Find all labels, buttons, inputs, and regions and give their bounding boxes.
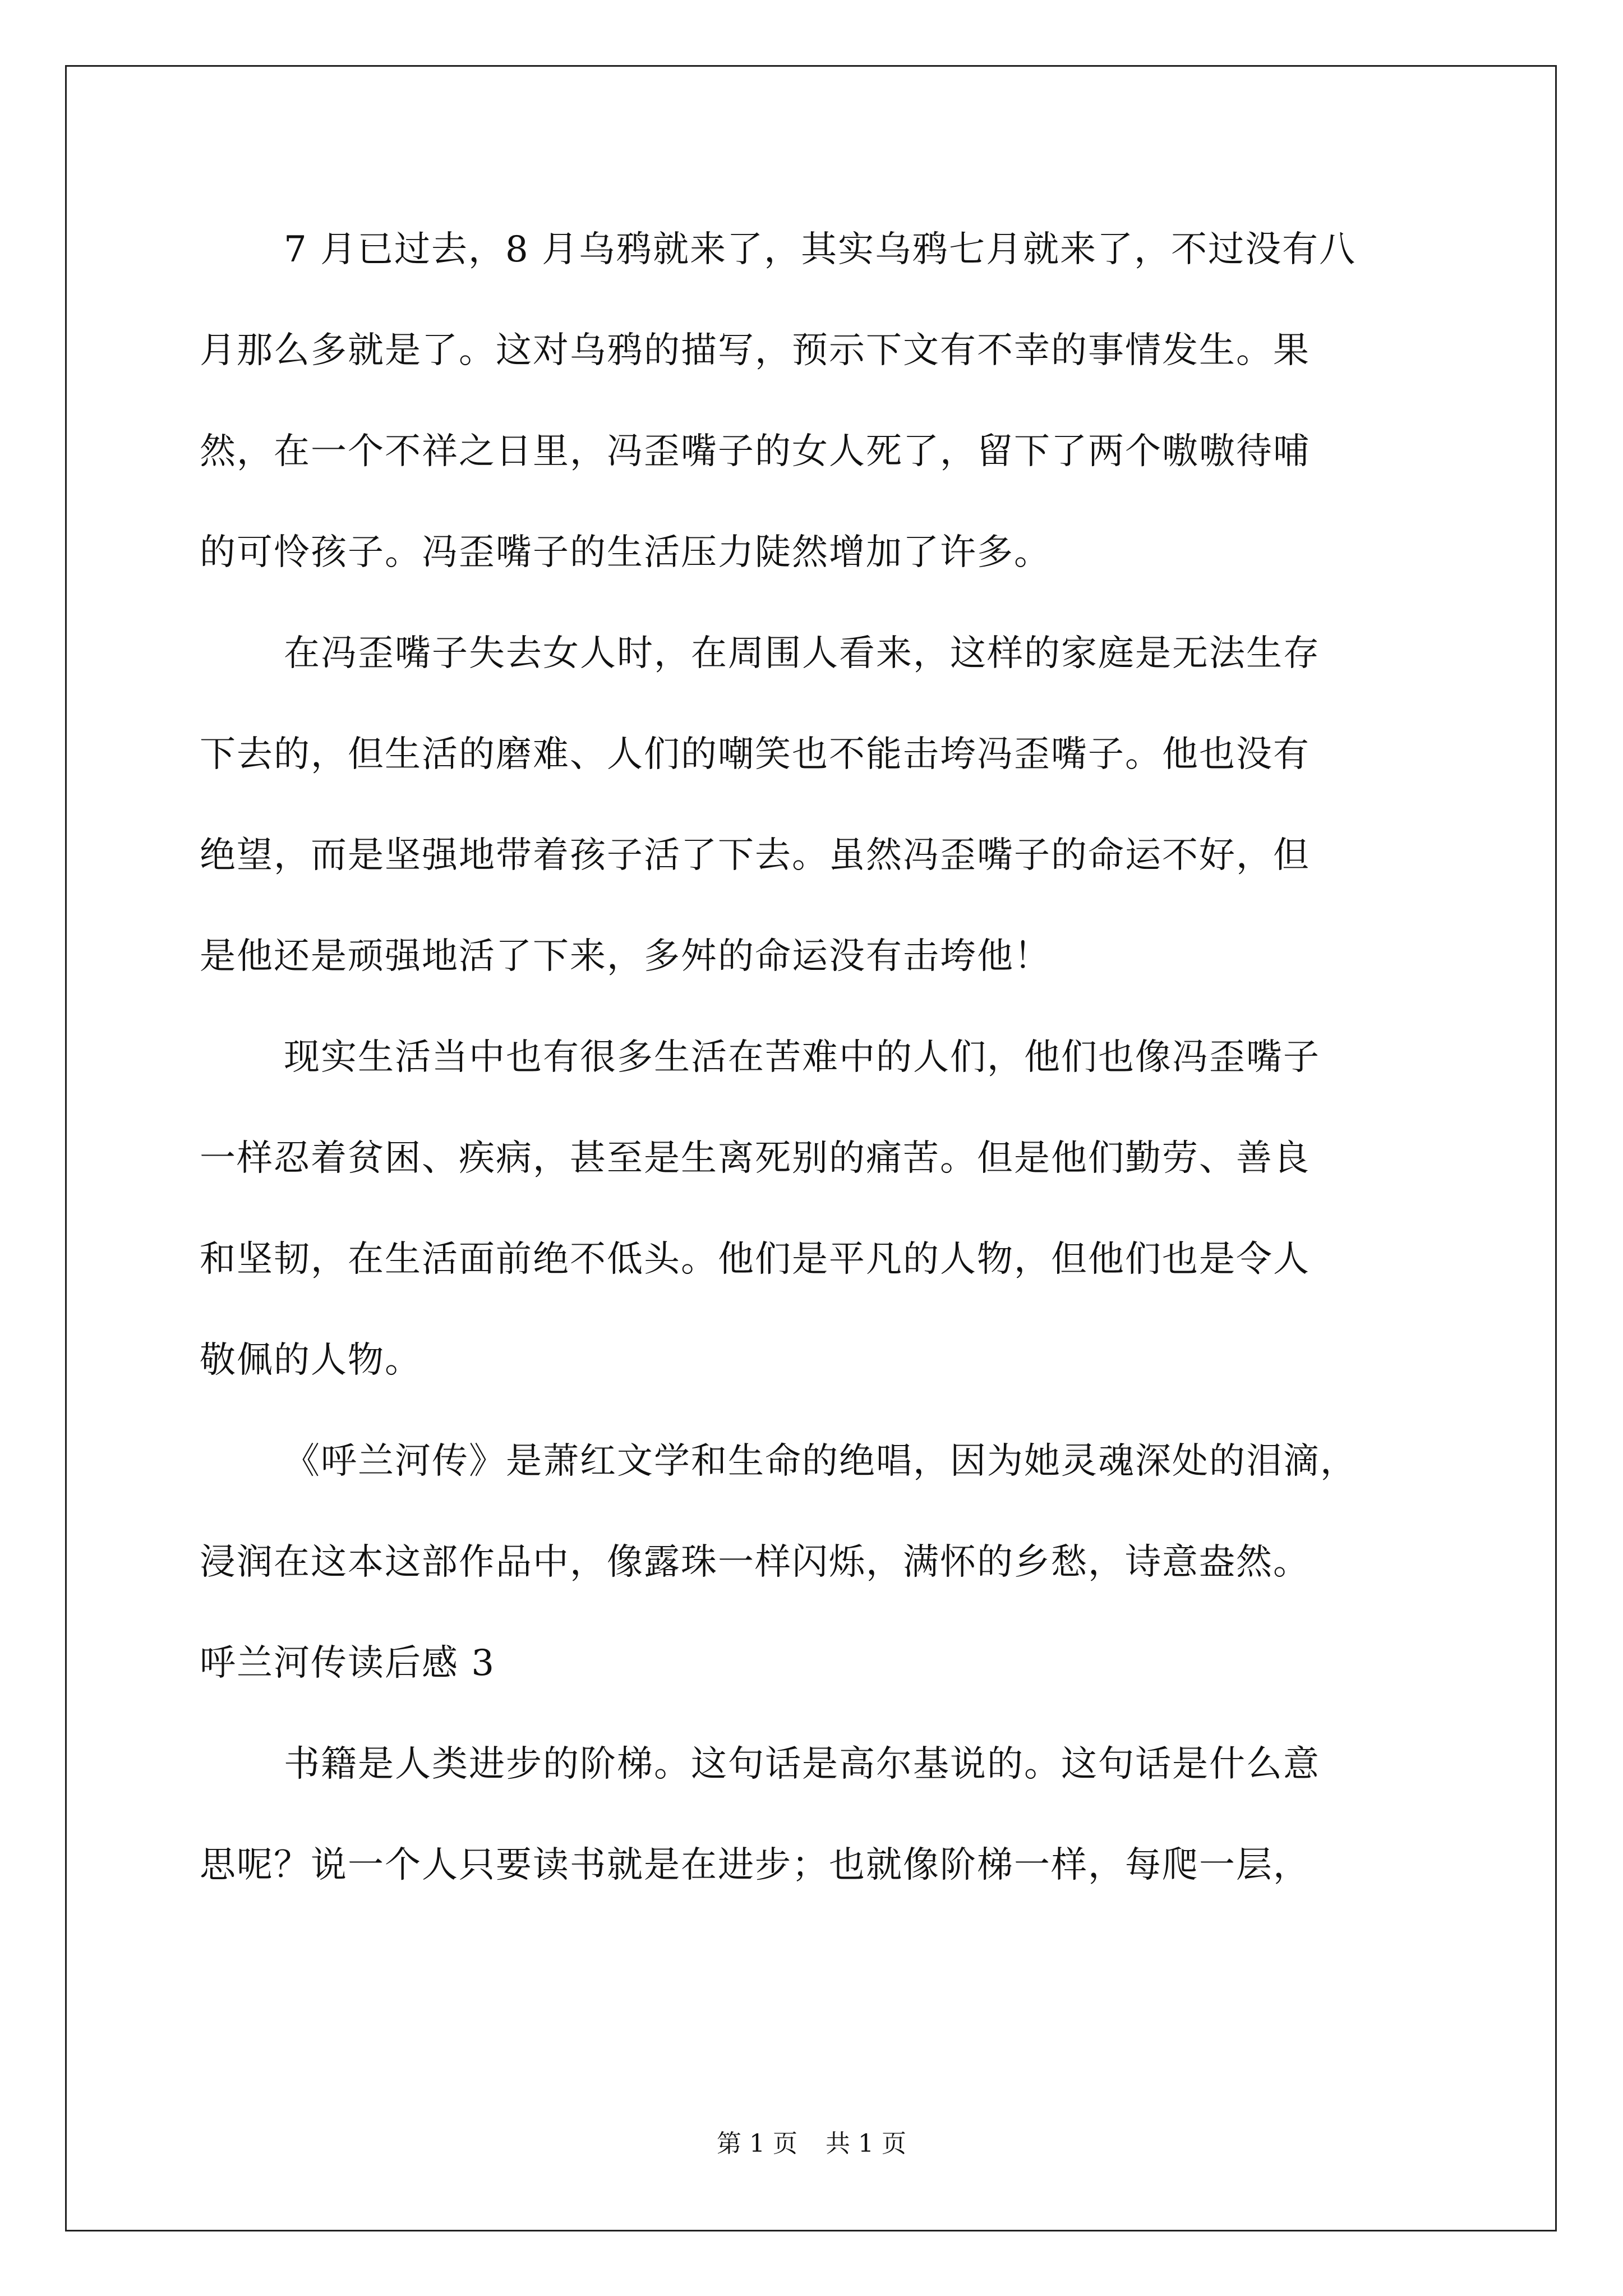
text-line: 一样忍着贫困、疾病，甚至是生离死别的痛苦。但是他们勤劳、善良 [200,1138,1310,1179]
text-line: 绝望，而是坚强地带着孩子活了下去。虽然冯歪嘴子的命运不好，但 [200,835,1310,876]
text-line: 的可怜孩子。冯歪嘴子的生活压力陡然增加了许多。 [200,532,1051,573]
text-line: 月那么多就是了。这对乌鸦的描写，预示下文有不幸的事情发生。果 [200,330,1310,371]
document-body [200,199,1490,1916]
page-footer [0,2127,1623,2161]
text-line: 下去的，但生活的磨难、人们的嘲笑也不能击垮冯歪嘴子。他也没有 [200,734,1310,775]
text-line: 书籍是人类进步的阶梯。这句话是高尔基说的。这句话是什么意 [284,1743,1320,1785]
text-line: 是他还是顽强地活了下来，多舛的命运没有击垮他！ [200,936,1051,977]
page-number: 第 1 页 [717,2129,797,2158]
text-line: 浸润在这本这部作品中，像露珠一样闪烁，满怀的乡愁，诗意盎然。 [200,1542,1310,1583]
text-line: 思呢？说一个人只要读书就是在进步；也就像阶梯一样，每爬一层， [200,1844,1310,1886]
text-line: 和坚韧，在生活面前绝不低头。他们是平凡的人物，但他们也是令人 [200,1239,1310,1280]
text-line: 7 月已过去，8 月乌鸦就来了，其实乌鸦七月就来了，不过没有八 [284,229,1357,270]
section-heading: 呼兰河传读后感 3 [200,1642,496,1684]
text-line: 现实生活当中也有很多生活在苦难中的人们，他们也像冯歪嘴子 [284,1037,1320,1078]
text-line: 在冯歪嘴子失去女人时，在周围人看来，这样的家庭是无法生存 [284,633,1320,674]
text-line: 然，在一个不祥之日里，冯歪嘴子的女人死了，留下了两个嗷嗷待哺 [200,431,1310,472]
page-total: 共 1 页 [826,2129,906,2158]
text-line: 《呼兰河传》是萧红文学和生命的绝唱，因为她灵魂深处的泪滴， [284,1441,1357,1482]
text-line: 敬佩的人物。 [200,1340,422,1381]
